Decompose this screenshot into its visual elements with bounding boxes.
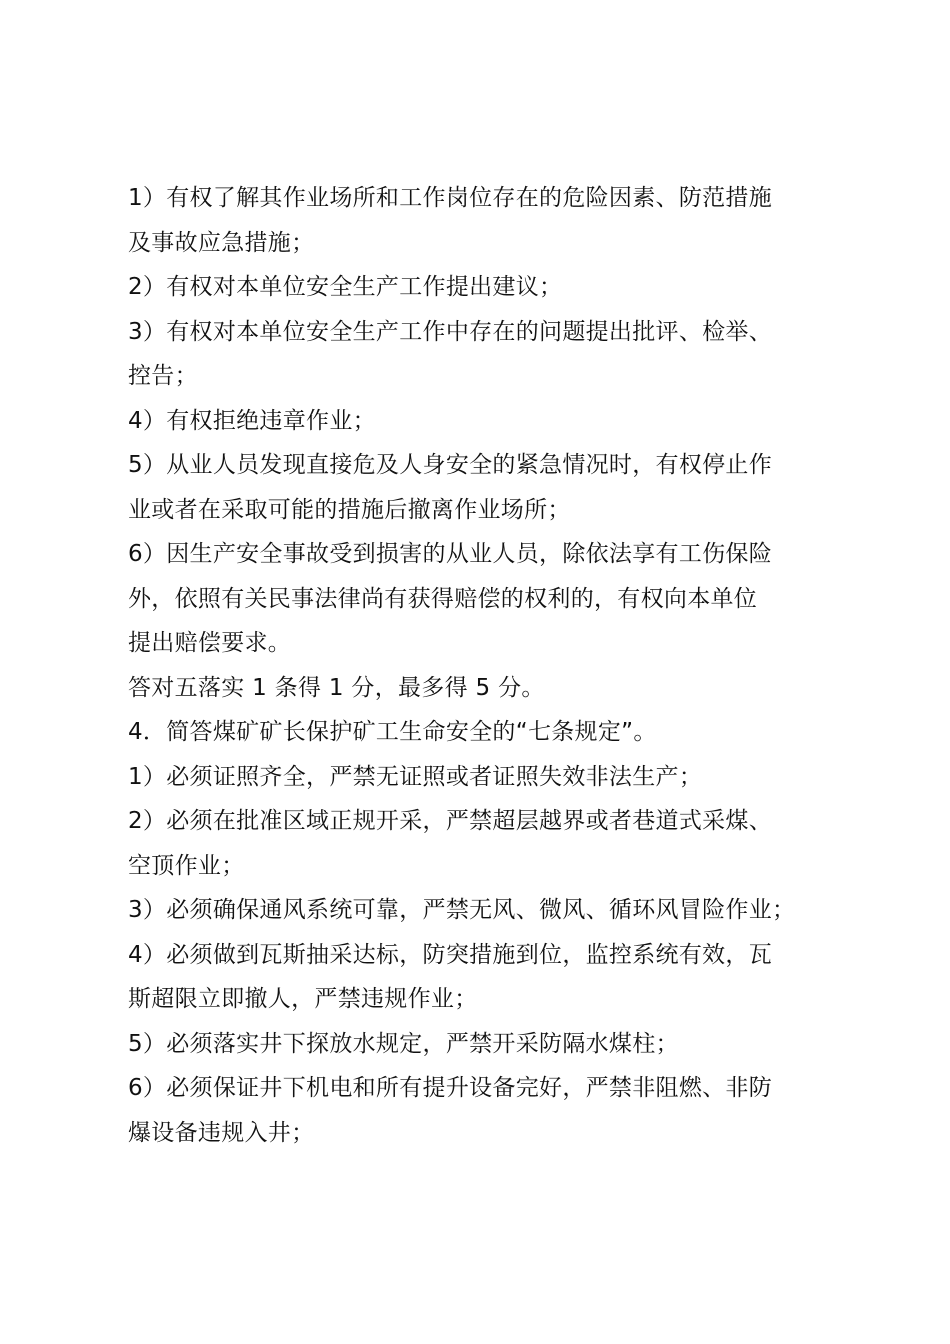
text-line: 提出赔偿要求。 — [128, 630, 292, 656]
text-line: 6）必须保证井下机电和所有提升设备完好，严禁非阻燃、非防 — [128, 1075, 773, 1101]
text-line: 5）从业人员发现直接危及人身安全的紧急情况时，有权停止作 — [128, 452, 773, 478]
text-line: 及事故应急措施； — [128, 229, 315, 256]
text-line: 控告； — [128, 363, 198, 389]
text-line: 2）有权对本单位安全生产工作提出建议； — [128, 274, 563, 300]
text-line: 1）有权了解其作业场所和工作岗位存在的危险因素、防范措施 — [128, 185, 773, 211]
text-line: 1）必须证照齐全，严禁无证照或者证照失效非法生产； — [128, 763, 703, 790]
text-line: 6）因生产安全事故受到损害的从业人员，除依法享有工伤保险 — [128, 541, 773, 567]
text-line: 2）必须在批准区域正规开采，严禁超层越界或者巷道式采煤、 — [128, 808, 773, 834]
text-line: 3）必须确保通风系统可靠，严禁无风、微风、循环风冒险作业； — [128, 897, 796, 923]
text-line: 业或者在采取可能的措施后撤离作业场所； — [128, 496, 571, 523]
text-line: 空顶作业； — [128, 852, 245, 879]
text-line: 4）有权拒绝违章作业； — [128, 407, 376, 434]
question-heading: 4．简答煤矿矿长保护矿工生命安全的“七条规定”。 — [128, 719, 657, 745]
text-line: 3）有权对本单位安全生产工作中存在的问题提出批评、检举、 — [128, 318, 773, 345]
text-line: 爆设备违规入井； — [128, 1119, 315, 1146]
text-line: 斯超限立即撤人，严禁违规作业； — [128, 986, 478, 1012]
text-line: 4）必须做到瓦斯抽采达标，防突措施到位，监控系统有效，瓦 — [128, 941, 773, 968]
text-line: 5）必须落实井下探放水规定，严禁开采防隔水煤柱； — [128, 1030, 679, 1057]
scoring-note: 答对五落实 1 条得 1 分，最多得 5 分。 — [128, 674, 545, 701]
text-line: 外，依照有关民事法律尚有获得赔偿的权利的，有权向本单位 — [128, 585, 758, 612]
document-body — [128, 176, 858, 1155]
